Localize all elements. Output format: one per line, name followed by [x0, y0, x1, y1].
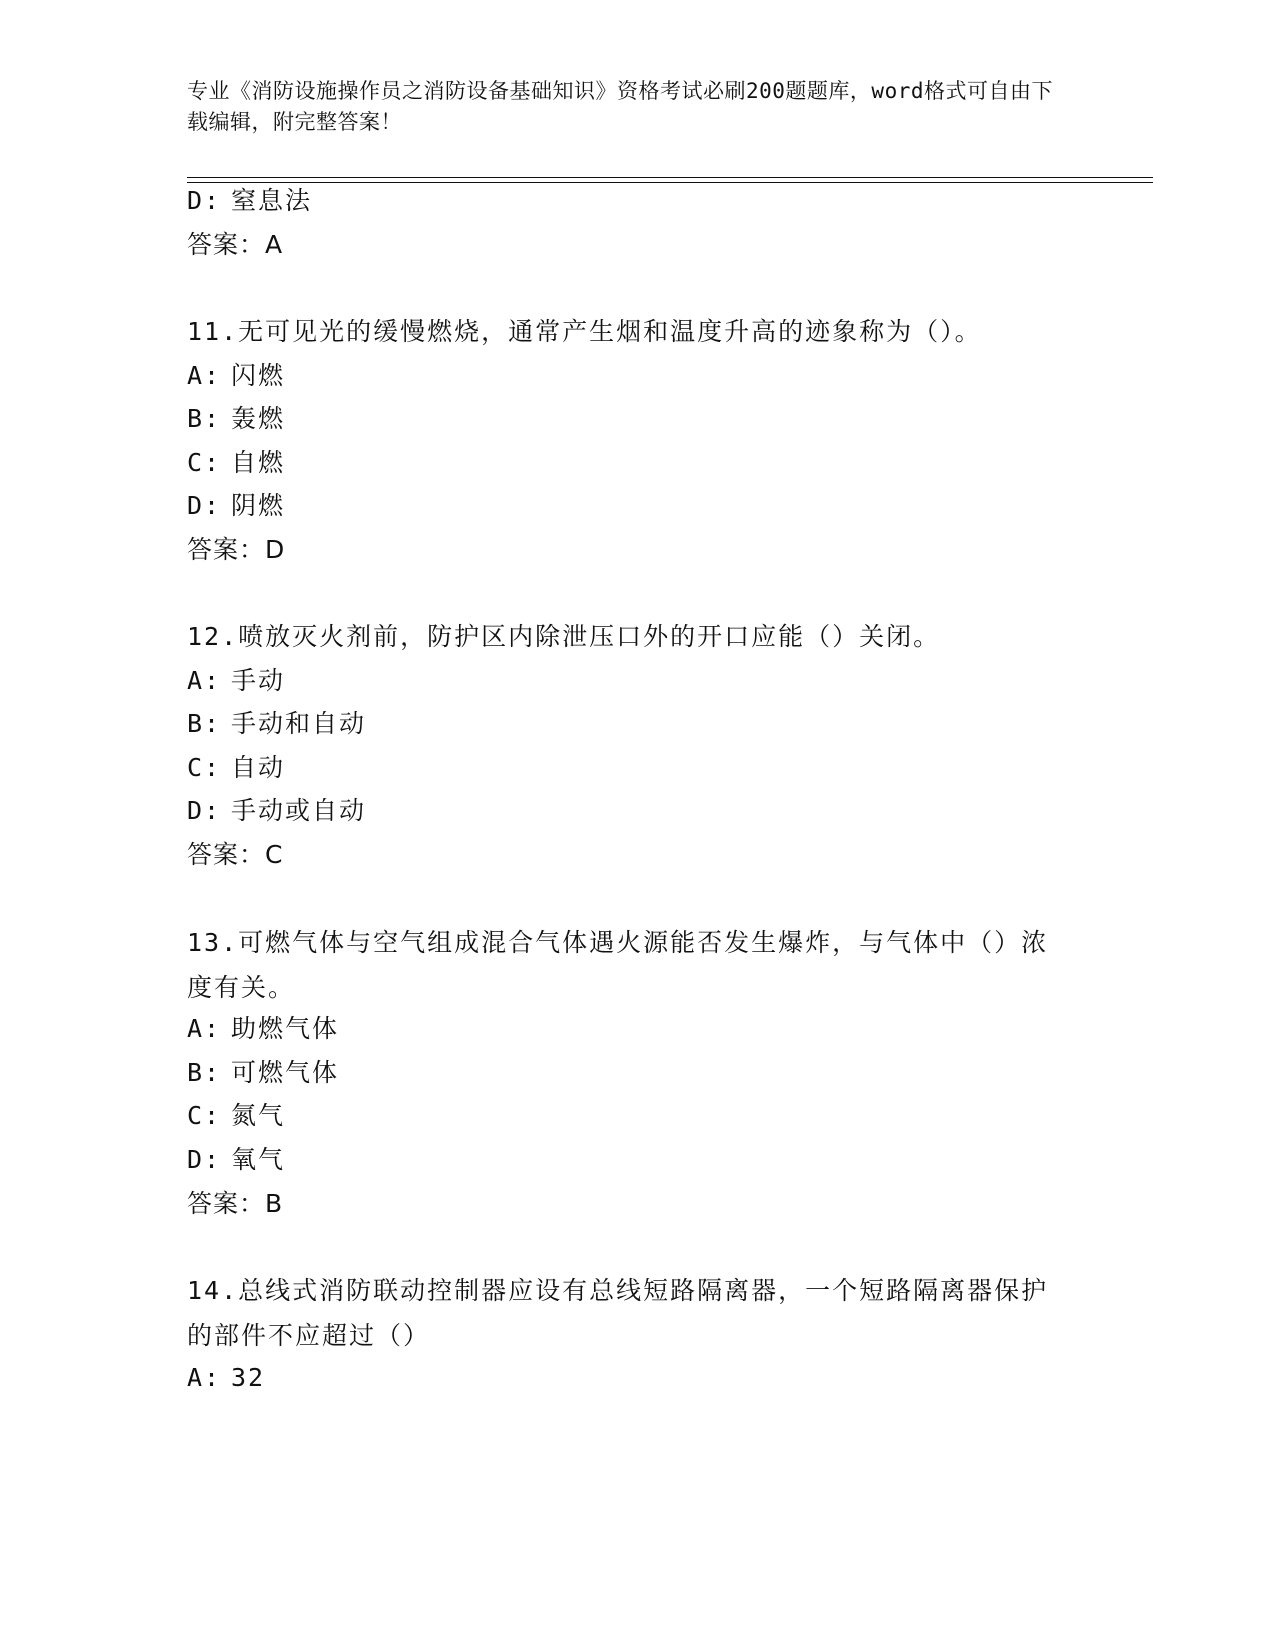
question-12-option-d [187, 795, 366, 827]
option-label: B: [187, 1058, 222, 1087]
option-label: A: [187, 361, 222, 390]
option-text: 手动或自动 [231, 796, 367, 825]
option-text: 32 [231, 1363, 266, 1392]
option-label: A: [187, 666, 222, 695]
prev-answer: 答案：A [187, 230, 284, 259]
option-label: B: [187, 709, 222, 738]
question-13-option-c [187, 1100, 285, 1132]
question-12-answer: 答案：C [187, 840, 284, 869]
option-text: 轰燃 [231, 404, 286, 433]
option-text: 窒息法 [231, 186, 313, 215]
option-text: 氮气 [231, 1101, 286, 1130]
option-text: 手动和自动 [231, 709, 367, 738]
option-text: 闪燃 [231, 361, 286, 390]
question-12-option-b [187, 708, 366, 740]
question-11-option-b [187, 403, 285, 435]
option-text: 手动 [231, 666, 286, 695]
question-11-stem: 11.无可见光的缓慢燃烧，通常产生烟和温度升高的迹象称为（）。 [187, 317, 982, 346]
document-header: 专业《消防设施操作员之消防设备基础知识》资格考试必刷200题题库，word格式可自由下载编辑，附完整答案！ [187, 79, 1053, 134]
question-11-option-c [187, 447, 285, 479]
question-13-option-d [187, 1144, 285, 1176]
option-label: D: [187, 186, 222, 215]
option-label: D: [187, 1145, 222, 1174]
option-text: 自燃 [231, 448, 286, 477]
question-11-answer: 答案：D [187, 535, 286, 564]
question-13-option-a [187, 1013, 339, 1045]
option-text: 氧气 [231, 1145, 286, 1174]
question-12-option-c [187, 752, 285, 784]
prev-option-d [187, 185, 312, 217]
option-text: 自动 [231, 753, 286, 782]
question-13-option-b [187, 1057, 339, 1089]
header-rule-bottom [187, 182, 1153, 183]
option-text: 可燃气体 [231, 1058, 340, 1087]
option-label: D: [187, 796, 222, 825]
option-text: 阴燃 [231, 491, 286, 520]
question-14-stem: 14.总线式消防联动控制器应设有总线短路隔离器，一个短路隔离器保护的部件不应超过（） [187, 1276, 1049, 1350]
option-label: C: [187, 1101, 222, 1130]
question-12-stem: 12.喷放灭火剂前，防护区内除泄压口外的开口应能（）关闭。 [187, 622, 941, 651]
question-12-option-a [187, 665, 285, 697]
option-label: B: [187, 404, 222, 433]
question-14-option-a [187, 1362, 265, 1394]
question-13-stem: 13.可燃气体与空气组成混合气体遇火源能否发生爆炸，与气体中（）浓度有关。 [187, 928, 1049, 1002]
option-label: A: [187, 1014, 222, 1043]
header-rule-top [187, 177, 1153, 178]
question-11-option-d [187, 490, 285, 522]
option-label: C: [187, 448, 222, 477]
option-label: A: [187, 1363, 222, 1392]
option-text: 助燃气体 [231, 1014, 340, 1043]
question-13-answer: 答案：B [187, 1189, 284, 1218]
question-11-option-a [187, 360, 285, 392]
option-label: D: [187, 491, 222, 520]
option-label: C: [187, 753, 222, 782]
